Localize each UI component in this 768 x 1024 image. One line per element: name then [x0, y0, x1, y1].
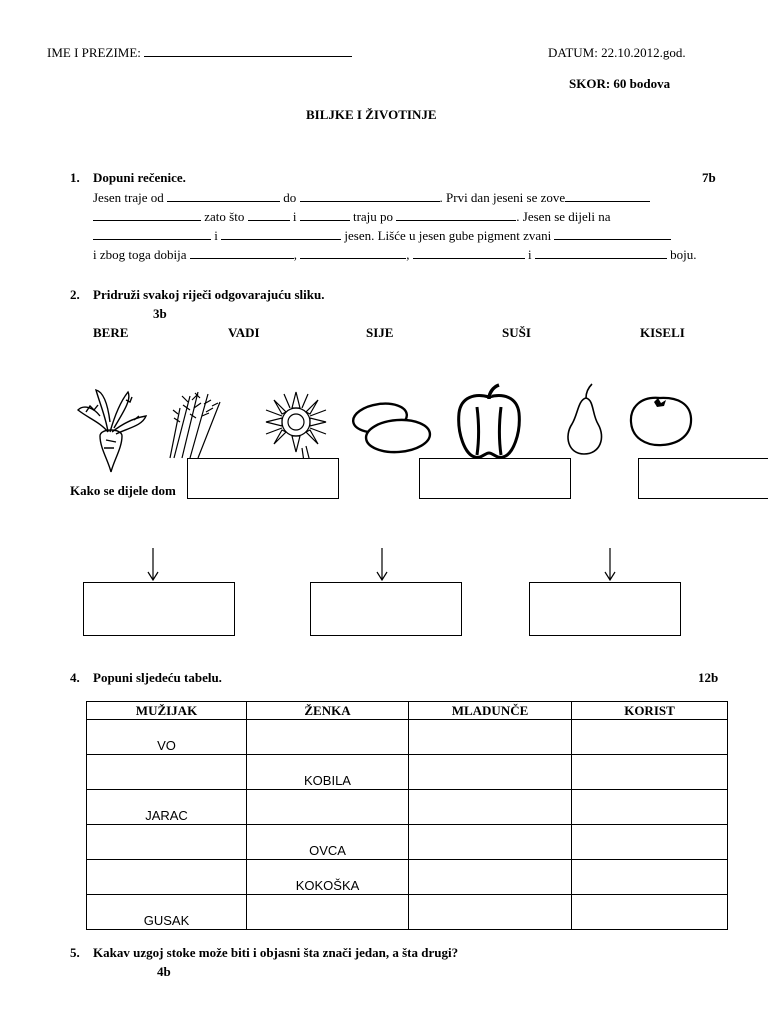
- animal-table: [86, 701, 728, 930]
- arrow-down-icon: [375, 548, 389, 582]
- answer-box-2[interactable]: [419, 458, 571, 499]
- table-cell[interactable]: OVCA: [247, 825, 409, 860]
- table-cell[interactable]: [572, 895, 728, 930]
- name-label: IME I PREZIME:: [47, 45, 352, 61]
- q1-points: 7b: [702, 170, 716, 185]
- blank[interactable]: [167, 190, 280, 202]
- table-cell[interactable]: [572, 860, 728, 895]
- q5-title: Kakav uzgoj stoke može biti i objasni šta znači jedan, a šta drugi?: [93, 945, 459, 960]
- q1-line-3: i jesen. Lišće u jesen gube pigment zvani: [93, 226, 671, 246]
- answer-box-3[interactable]: [638, 458, 768, 499]
- blank[interactable]: [190, 247, 294, 259]
- blank[interactable]: [248, 209, 290, 221]
- table-header-row: [87, 702, 728, 720]
- table-cell[interactable]: [572, 755, 728, 790]
- beet-icon[interactable]: [70, 382, 150, 472]
- beans-icon[interactable]: [350, 400, 436, 456]
- q2-points: 3b: [153, 306, 167, 321]
- table-cell[interactable]: [572, 720, 728, 755]
- blank[interactable]: [554, 228, 671, 240]
- q5-number: 5.: [70, 945, 80, 960]
- table-row: [87, 825, 728, 860]
- table-cell[interactable]: [409, 755, 572, 790]
- blank[interactable]: [93, 228, 211, 240]
- word-kiseli: KISELI: [640, 325, 685, 340]
- word-bere: BERE: [93, 325, 129, 340]
- answer-box-5[interactable]: [310, 582, 462, 636]
- col-header-korist: KORIST: [572, 702, 728, 720]
- tomato-icon[interactable]: [628, 392, 694, 448]
- answer-box-4[interactable]: [83, 582, 235, 636]
- q1-line-1: Jesen traje od do . Prvi dan jeseni se zove: [93, 188, 650, 208]
- table-cell[interactable]: [572, 790, 728, 825]
- blank[interactable]: [396, 209, 516, 221]
- table-cell[interactable]: [247, 720, 409, 755]
- table-row: [87, 755, 728, 790]
- blank[interactable]: [221, 228, 341, 240]
- q2-number: 2.: [70, 287, 80, 302]
- q1-number: 1.: [70, 170, 80, 185]
- q1-line-2: zato što i traju po . Jesen se dijeli na: [93, 207, 611, 227]
- table-cell[interactable]: KOKOŠKA: [247, 860, 409, 895]
- table-row: [87, 790, 728, 825]
- blank[interactable]: [413, 247, 525, 259]
- q3-text: Kako se dijele dom: [70, 483, 176, 498]
- q4-points: 12b: [698, 670, 719, 685]
- page-title: BILJKE I ŽIVOTINJE: [306, 107, 437, 122]
- q4-title: Popuni sljedeću tabelu.: [93, 670, 222, 685]
- word-sije: SIJE: [366, 325, 394, 340]
- table-row: [87, 860, 728, 895]
- name-blank[interactable]: [144, 45, 352, 57]
- table-cell[interactable]: [87, 755, 247, 790]
- table-cell[interactable]: VO: [87, 720, 247, 755]
- arrow-down-icon: [603, 548, 617, 582]
- blank[interactable]: [300, 247, 406, 259]
- table-cell[interactable]: [247, 895, 409, 930]
- table-cell[interactable]: [572, 825, 728, 860]
- q1-title: Dopuni rečenice.: [93, 170, 186, 185]
- pear-icon[interactable]: [562, 384, 608, 456]
- answer-box-6[interactable]: [529, 582, 681, 636]
- table-cell[interactable]: [409, 825, 572, 860]
- word-vadi: VADI: [228, 325, 260, 340]
- blank[interactable]: [300, 190, 440, 202]
- blank[interactable]: [93, 209, 201, 221]
- table-cell[interactable]: [87, 860, 247, 895]
- arrow-down-icon: [146, 548, 160, 582]
- word-susi: SUŠI: [502, 325, 531, 340]
- table-cell[interactable]: [247, 790, 409, 825]
- table-cell[interactable]: [409, 895, 572, 930]
- answer-box-1[interactable]: [187, 458, 339, 499]
- sunflower-icon[interactable]: [258, 386, 334, 462]
- table-cell[interactable]: GUSAK: [87, 895, 247, 930]
- table-cell[interactable]: [409, 790, 572, 825]
- col-header-mladunce: MLADUNČE: [409, 702, 572, 720]
- table-cell[interactable]: [409, 720, 572, 755]
- table-cell[interactable]: [409, 860, 572, 895]
- table-row: [87, 895, 728, 930]
- q2-title: Pridruži svakoj riječi odgovarajuću sliku.: [93, 287, 325, 302]
- q4-number: 4.: [70, 670, 80, 685]
- q1-line-4: i zbog toga dobija , , i boju.: [93, 247, 697, 262]
- col-header-zenka: ŽENKA: [247, 702, 409, 720]
- wheat-icon[interactable]: [160, 388, 230, 458]
- table-row: [87, 720, 728, 755]
- table-cell[interactable]: JARAC: [87, 790, 247, 825]
- blank[interactable]: [535, 247, 667, 259]
- col-header-muzijak: MUŽIJAK: [87, 702, 247, 720]
- pepper-icon[interactable]: [455, 383, 523, 463]
- blank[interactable]: [300, 209, 350, 221]
- q5-points: 4b: [157, 964, 171, 979]
- score-label: SKOR: 60 bodova: [569, 76, 671, 91]
- table-cell[interactable]: KOBILA: [247, 755, 409, 790]
- date-label: DATUM: 22.10.2012.god.: [548, 45, 686, 60]
- table-cell[interactable]: [87, 825, 247, 860]
- blank[interactable]: [565, 190, 650, 202]
